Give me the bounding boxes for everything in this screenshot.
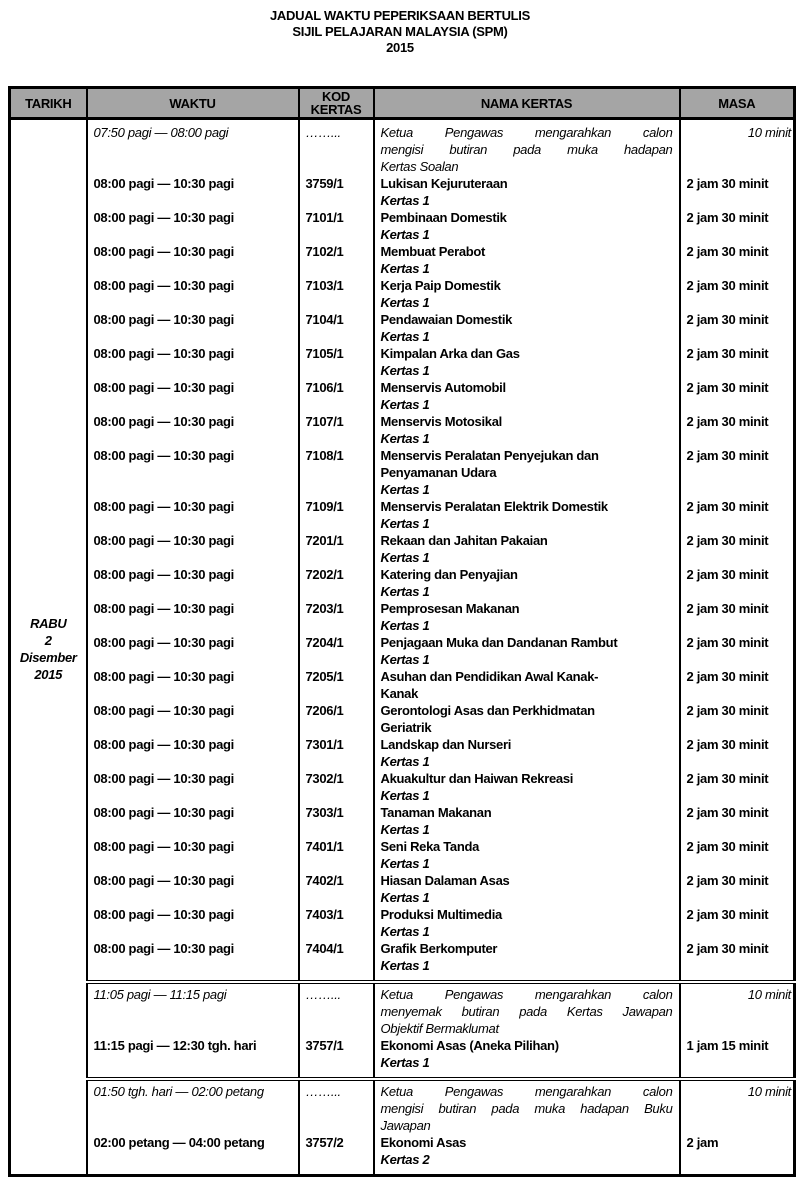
paper-duration: 2 jam 30 minit: [680, 634, 795, 668]
paper-duration: 2 jam 30 minit: [680, 804, 795, 838]
paper-code: 7403/1: [299, 906, 374, 940]
paper-name: Landskap dan Nurseri: [380, 737, 512, 752]
instruction-text: [374, 982, 680, 1037]
date-line: 2015: [34, 667, 63, 682]
paper-code: 7104/1: [299, 311, 374, 345]
paper-number: Kertas 1: [380, 550, 430, 565]
instruction-row: [10, 119, 795, 176]
paper-code: 7401/1: [299, 838, 374, 872]
paper-row: [10, 413, 795, 447]
paper-name-cell: [374, 634, 680, 668]
paper-name: Menservis Automobil: [380, 380, 506, 395]
header-tarikh: TARIKH: [10, 88, 87, 119]
paper-name-cell: [374, 736, 680, 770]
paper-duration: 2 jam 30 minit: [680, 838, 795, 872]
paper-code: 7202/1: [299, 566, 374, 600]
paper-name: Asuhan dan Pendidikan Awal Kanak-: [380, 669, 599, 684]
paper-row: [10, 668, 795, 702]
paper-number: Kertas 1: [380, 329, 430, 344]
paper-name-cell: [374, 532, 680, 566]
instruction-text-line: Objektif Bermaklumat: [380, 1021, 499, 1036]
paper-time: 08:00 pagi — 10:30 pagi: [87, 345, 299, 379]
instruction-duration: 10 minit: [680, 982, 795, 1037]
paper-name-cell: [374, 379, 680, 413]
paper-row: [10, 345, 795, 379]
paper-row: [10, 702, 795, 736]
paper-name-cell: [374, 940, 680, 982]
header-row: [10, 88, 795, 119]
paper-row: [10, 175, 795, 209]
paper-code: 7206/1: [299, 702, 374, 736]
instruction-text-line: Kertas Soalan: [380, 159, 459, 174]
paper-duration: 2 jam 30 minit: [680, 736, 795, 770]
paper-number: Kertas 1: [380, 261, 430, 276]
paper-time: 08:00 pagi — 10:30 pagi: [87, 175, 299, 209]
paper-time: 11:15 pagi — 12:30 tgh. hari: [87, 1037, 299, 1079]
paper-time: 08:00 pagi — 10:30 pagi: [87, 668, 299, 702]
paper-duration: 2 jam 30 minit: [680, 566, 795, 600]
paper-time: 08:00 pagi — 10:30 pagi: [87, 413, 299, 447]
paper-time: 08:00 pagi — 10:30 pagi: [87, 940, 299, 982]
paper-name-cell: [374, 243, 680, 277]
paper-duration: 2 jam 30 minit: [680, 379, 795, 413]
paper-duration: 2 jam 30 minit: [680, 277, 795, 311]
paper-number: Kertas 2: [380, 1152, 430, 1167]
paper-name: Hiasan Dalaman Asas: [380, 873, 510, 888]
header-waktu: WAKTU: [87, 88, 299, 119]
instruction-text-line: Ketua Pengawas mengarahkan calon: [380, 1084, 673, 1099]
header-masa: MASA: [680, 88, 795, 119]
paper-name: Katering dan Penyajian: [380, 567, 518, 582]
paper-duration: 2 jam 30 minit: [680, 600, 795, 634]
header-kod-line-1: KOD: [322, 89, 350, 104]
paper-row: [10, 1037, 795, 1079]
header-nama-kertas: NAMA KERTAS: [374, 88, 680, 119]
paper-duration: 2 jam: [680, 1134, 795, 1176]
paper-name: Tanaman Makanan: [380, 805, 492, 820]
paper-name: Rekaan dan Jahitan Pakaian: [380, 533, 548, 548]
paper-code: 7101/1: [299, 209, 374, 243]
paper-time: 08:00 pagi — 10:30 pagi: [87, 447, 299, 498]
paper-name: Geriatrik: [380, 720, 432, 735]
title-line-1: JADUAL WAKTU PEPERIKSAAN BERTULIS: [270, 8, 530, 23]
instruction-time: 07:50 pagi — 08:00 pagi: [87, 119, 299, 176]
paper-code: 7102/1: [299, 243, 374, 277]
instruction-text: [374, 1079, 680, 1134]
paper-code: 7201/1: [299, 532, 374, 566]
paper-number: Kertas 1: [380, 584, 430, 599]
paper-code: 7303/1: [299, 804, 374, 838]
instruction-row: [10, 1079, 795, 1134]
paper-name: Pemprosesan Makanan: [380, 601, 520, 616]
paper-name-cell: [374, 447, 680, 498]
paper-row: [10, 1134, 795, 1176]
instruction-text-line: Jawapan: [380, 1118, 431, 1133]
instruction-code: ……...: [299, 1079, 374, 1134]
paper-name: Kanak: [380, 686, 419, 701]
paper-code: 7108/1: [299, 447, 374, 498]
exam-schedule-table: [8, 86, 796, 1177]
schedule-body: [10, 119, 795, 1176]
document-title: [0, 8, 800, 56]
title-line-3: 2015: [386, 40, 414, 55]
date-line: 2: [44, 633, 52, 648]
paper-code: 7404/1: [299, 940, 374, 982]
paper-row: [10, 736, 795, 770]
instruction-time: 11:05 pagi — 11:15 pagi: [87, 982, 299, 1037]
paper-name: Penjagaan Muka dan Dandanan Rambut: [380, 635, 618, 650]
paper-code: 7301/1: [299, 736, 374, 770]
paper-code: 3759/1: [299, 175, 374, 209]
paper-duration: 2 jam 30 minit: [680, 872, 795, 906]
paper-duration: 1 jam 15 minit: [680, 1037, 795, 1079]
paper-number: Kertas 1: [380, 193, 430, 208]
paper-name-cell: [374, 277, 680, 311]
paper-code: 7109/1: [299, 498, 374, 532]
paper-number: Kertas 1: [380, 227, 430, 242]
paper-name-cell: [374, 345, 680, 379]
paper-number: Kertas 1: [380, 856, 430, 871]
paper-row: [10, 277, 795, 311]
paper-duration: 2 jam 30 minit: [680, 702, 795, 736]
paper-name: Menservis Peralatan Penyejukan dan: [380, 448, 599, 463]
paper-name-cell: [374, 498, 680, 532]
paper-name: Ekonomi Asas: [380, 1135, 467, 1150]
instruction-text-line: Ketua Pengawas mengarahkan calon: [380, 987, 673, 1002]
paper-name-cell: [374, 838, 680, 872]
paper-name: Akuakultur dan Haiwan Rekreasi: [380, 771, 574, 786]
paper-time: 08:00 pagi — 10:30 pagi: [87, 209, 299, 243]
paper-code: 7106/1: [299, 379, 374, 413]
paper-name-cell: [374, 311, 680, 345]
paper-row: [10, 634, 795, 668]
paper-time: 02:00 petang — 04:00 petang: [87, 1134, 299, 1176]
paper-row: [10, 243, 795, 277]
paper-number: Kertas 1: [380, 822, 430, 837]
paper-name: Ekonomi Asas (Aneka Pilihan): [380, 1038, 559, 1053]
paper-row: [10, 770, 795, 804]
paper-row: [10, 940, 795, 982]
paper-number: Kertas 1: [380, 397, 430, 412]
paper-name-cell: [374, 413, 680, 447]
paper-name-cell: [374, 209, 680, 243]
paper-time: 08:00 pagi — 10:30 pagi: [87, 311, 299, 345]
paper-row: [10, 600, 795, 634]
paper-name-cell: [374, 872, 680, 906]
paper-number: Kertas 1: [380, 516, 430, 531]
paper-time: 08:00 pagi — 10:30 pagi: [87, 634, 299, 668]
paper-name: Penyamanan Udara: [380, 465, 497, 480]
paper-time: 08:00 pagi — 10:30 pagi: [87, 532, 299, 566]
paper-row: [10, 532, 795, 566]
paper-name: Kerja Paip Domestik: [380, 278, 501, 293]
paper-name-cell: [374, 668, 680, 702]
paper-name-cell: [374, 804, 680, 838]
paper-time: 08:00 pagi — 10:30 pagi: [87, 770, 299, 804]
paper-number: Kertas 1: [380, 788, 430, 803]
paper-number: Kertas 1: [380, 482, 430, 497]
paper-code: 7107/1: [299, 413, 374, 447]
paper-row: [10, 311, 795, 345]
paper-duration: 2 jam 30 minit: [680, 940, 795, 982]
instruction-row: [10, 982, 795, 1037]
paper-name: Membuat Perabot: [380, 244, 486, 259]
paper-duration: 2 jam 30 minit: [680, 311, 795, 345]
paper-time: 08:00 pagi — 10:30 pagi: [87, 277, 299, 311]
paper-name: Kimpalan Arka dan Gas: [380, 346, 520, 361]
paper-name-cell: [374, 702, 680, 736]
paper-name-cell: [374, 175, 680, 209]
paper-name: Seni Reka Tanda: [380, 839, 480, 854]
paper-number: Kertas 1: [380, 1055, 430, 1070]
paper-row: [10, 906, 795, 940]
paper-row: [10, 838, 795, 872]
instruction-text-line: mengisi butiran pada muka hadapan: [380, 142, 673, 157]
instruction-text-line: menyemak butiran pada Kertas Jawapan: [380, 1004, 673, 1019]
paper-name: Menservis Peralatan Elektrik Domestik: [380, 499, 608, 514]
paper-row: [10, 566, 795, 600]
paper-duration: 2 jam 30 minit: [680, 243, 795, 277]
paper-name: Menservis Motosikal: [380, 414, 502, 429]
paper-name: Gerontologi Asas dan Perkhidmatan: [380, 703, 595, 718]
paper-duration: 2 jam 30 minit: [680, 413, 795, 447]
paper-code: 7204/1: [299, 634, 374, 668]
header-kod-line-2: KERTAS: [310, 102, 362, 117]
paper-duration: 2 jam 30 minit: [680, 668, 795, 702]
paper-number: Kertas 1: [380, 652, 430, 667]
paper-row: [10, 209, 795, 243]
paper-time: 08:00 pagi — 10:30 pagi: [87, 702, 299, 736]
paper-number: Kertas 1: [380, 363, 430, 378]
paper-time: 08:00 pagi — 10:30 pagi: [87, 379, 299, 413]
instruction-code: ……...: [299, 982, 374, 1037]
paper-number: Kertas 1: [380, 890, 430, 905]
paper-name-cell: [374, 906, 680, 940]
paper-name-cell: [374, 770, 680, 804]
paper-row: [10, 379, 795, 413]
paper-code: 7105/1: [299, 345, 374, 379]
paper-row: [10, 447, 795, 498]
paper-name: Pembinaan Domestik: [380, 210, 507, 225]
paper-time: 08:00 pagi — 10:30 pagi: [87, 566, 299, 600]
paper-duration: 2 jam 30 minit: [680, 209, 795, 243]
paper-time: 08:00 pagi — 10:30 pagi: [87, 906, 299, 940]
paper-duration: 2 jam 30 minit: [680, 447, 795, 498]
paper-code: 3757/2: [299, 1134, 374, 1176]
date-line: Disember: [19, 650, 77, 665]
paper-name: Produksi Multimedia: [380, 907, 502, 922]
paper-name: Pendawaian Domestik: [380, 312, 513, 327]
paper-number: Kertas 1: [380, 431, 430, 446]
paper-code: 7103/1: [299, 277, 374, 311]
instruction-duration: 10 minit: [680, 1079, 795, 1134]
paper-duration: 2 jam 30 minit: [680, 175, 795, 209]
title-line-2: SIJIL PELAJARAN MALAYSIA (SPM): [292, 24, 508, 39]
paper-time: 08:00 pagi — 10:30 pagi: [87, 838, 299, 872]
paper-code: 7302/1: [299, 770, 374, 804]
paper-time: 08:00 pagi — 10:30 pagi: [87, 243, 299, 277]
instruction-text-line: mengisi butiran pada muka hadapan Buku: [380, 1101, 673, 1116]
paper-time: 08:00 pagi — 10:30 pagi: [87, 600, 299, 634]
instruction-duration: 10 minit: [680, 119, 795, 176]
instruction-text-line: Ketua Pengawas mengarahkan calon: [380, 125, 673, 140]
paper-name-cell: [374, 566, 680, 600]
paper-name: Lukisan Kejuruteraan: [380, 176, 508, 191]
paper-duration: 2 jam 30 minit: [680, 770, 795, 804]
paper-time: 08:00 pagi — 10:30 pagi: [87, 872, 299, 906]
paper-name-cell: [374, 1134, 680, 1176]
header-kod-kertas: [299, 88, 374, 119]
instruction-text: [374, 119, 680, 176]
paper-duration: 2 jam 30 minit: [680, 345, 795, 379]
paper-row: [10, 872, 795, 906]
paper-number: Kertas 1: [380, 924, 430, 939]
paper-time: 08:00 pagi — 10:30 pagi: [87, 804, 299, 838]
paper-name-cell: [374, 1037, 680, 1079]
paper-duration: 2 jam 30 minit: [680, 498, 795, 532]
paper-duration: 2 jam 30 minit: [680, 532, 795, 566]
date-cell: [10, 119, 87, 1176]
paper-number: Kertas 1: [380, 958, 430, 973]
paper-code: 7203/1: [299, 600, 374, 634]
paper-row: [10, 498, 795, 532]
date-line: RABU: [30, 616, 67, 631]
paper-code: 3757/1: [299, 1037, 374, 1079]
paper-number: Kertas 1: [380, 754, 430, 769]
paper-number: Kertas 1: [380, 295, 430, 310]
paper-time: 08:00 pagi — 10:30 pagi: [87, 498, 299, 532]
paper-duration: 2 jam 30 minit: [680, 906, 795, 940]
paper-code: 7402/1: [299, 872, 374, 906]
paper-name: Grafik Berkomputer: [380, 941, 498, 956]
paper-name-cell: [374, 600, 680, 634]
paper-time: 08:00 pagi — 10:30 pagi: [87, 736, 299, 770]
paper-row: [10, 804, 795, 838]
instruction-code: ……...: [299, 119, 374, 176]
paper-number: Kertas 1: [380, 618, 430, 633]
paper-code: 7205/1: [299, 668, 374, 702]
instruction-time: 01:50 tgh. hari — 02:00 petang: [87, 1079, 299, 1134]
